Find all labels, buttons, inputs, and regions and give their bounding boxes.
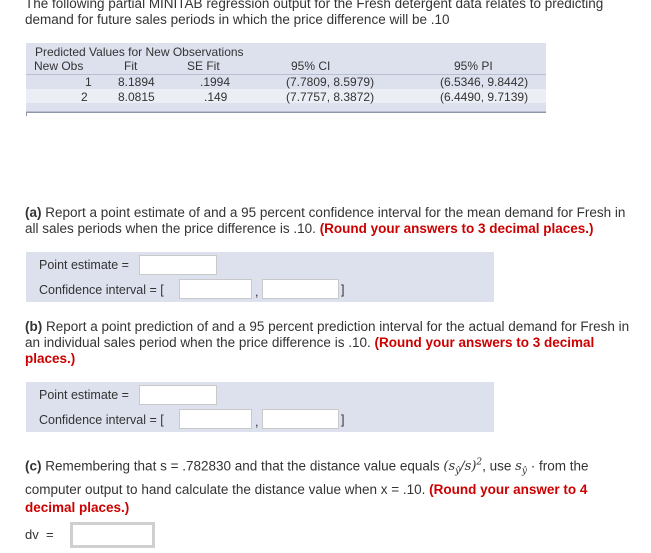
question-c-text-2: , use — [482, 458, 512, 474]
answer-panel-a — [26, 252, 494, 302]
question-c-text-3: · from the computer output to hand calculate the distance value when x = .10. — [25, 458, 589, 497]
row1-ci: (7.7809, 8.5979) — [286, 75, 375, 89]
header-fit: Fit — [124, 59, 138, 73]
row1-fit: 8.1894 — [118, 75, 155, 89]
row1-se-fit: .1994 — [200, 75, 231, 89]
question-a-text: Report a point estimate of and a 95 percent confidence interval for the mean demand for Fresh in all sales periods when the price difference is .10. — [25, 205, 626, 236]
ci-lower-input-a[interactable] — [179, 279, 252, 299]
question-a — [25, 205, 640, 237]
minitab-title: Predicted Values for New Observations — [35, 45, 244, 59]
row2-se-fit: .149 — [204, 90, 228, 104]
row2-obs: 2 — [81, 90, 88, 104]
minitab-table-edge — [26, 112, 546, 116]
point-estimate-label-b: Point estimate = — [39, 388, 129, 402]
dv-input[interactable] — [70, 522, 155, 548]
distance-formula: $(s_ŷ/s)^2$ — [443, 458, 483, 477]
intro-text: The following partial MINITAB regression output for the Fresh detergent data relates to predicting demand for future sales periods in which the price difference will be .10 — [25, 0, 604, 27]
row1-obs: 1 — [85, 75, 92, 89]
dv-label: dv = — [25, 527, 54, 542]
question-b — [25, 319, 640, 367]
row2-pi: (6.4490, 9.7139) — [440, 90, 529, 104]
ci-upper-input-a[interactable] — [262, 279, 339, 299]
question-c-instruction: (Round your answer to 4 decimal places.) — [25, 481, 588, 515]
row1-pi: (6.5346, 9.8442) — [440, 75, 529, 89]
close-bracket-a: ] — [341, 283, 345, 297]
ci-lower-input-b[interactable] — [179, 409, 252, 429]
point-estimate-input-a[interactable] — [139, 255, 217, 275]
question-c-label: (c) — [25, 458, 42, 474]
point-estimate-label-a: Point estimate = — [39, 258, 129, 272]
question-b-label: (b) — [25, 319, 43, 334]
comma-a: , — [255, 285, 259, 299]
minitab-output-table — [26, 43, 546, 112]
row2-ci: (7.7757, 8.3872) — [286, 90, 375, 104]
header-pi: 95% PI — [454, 59, 493, 73]
header-se-fit: SE Fit — [187, 59, 220, 73]
confidence-interval-label-a: Confidence interval = [ — [39, 283, 164, 297]
ci-upper-input-b[interactable] — [262, 409, 339, 429]
question-c — [25, 454, 640, 517]
comma-b: , — [255, 415, 259, 429]
question-a-label: (a) — [25, 205, 42, 220]
point-estimate-input-b[interactable] — [139, 385, 217, 405]
s-yhat-symbol: $s_ŷ$ — [515, 459, 527, 477]
header-ci: 95% CI — [291, 59, 331, 73]
row2-fit: 8.0815 — [118, 90, 155, 104]
question-c-text-1: Remembering that s = .782830 and that the distance value equals — [45, 458, 440, 474]
question-b-instruction: (Round your answers to 3 decimal places.) — [25, 335, 595, 366]
question-a-instruction: (Round your answers to 3 decimal places.) — [319, 221, 594, 236]
header-new-obs: New Obs — [34, 59, 84, 73]
answer-panel-b — [26, 382, 494, 432]
confidence-interval-label-b: Confidence interval = [ — [39, 413, 164, 427]
question-b-text: Report a point prediction of and a 95 percent prediction interval for the actual demand for Fresh in an individual sales period when the price difference is .10. — [25, 319, 630, 350]
close-bracket-b: ] — [341, 413, 345, 427]
